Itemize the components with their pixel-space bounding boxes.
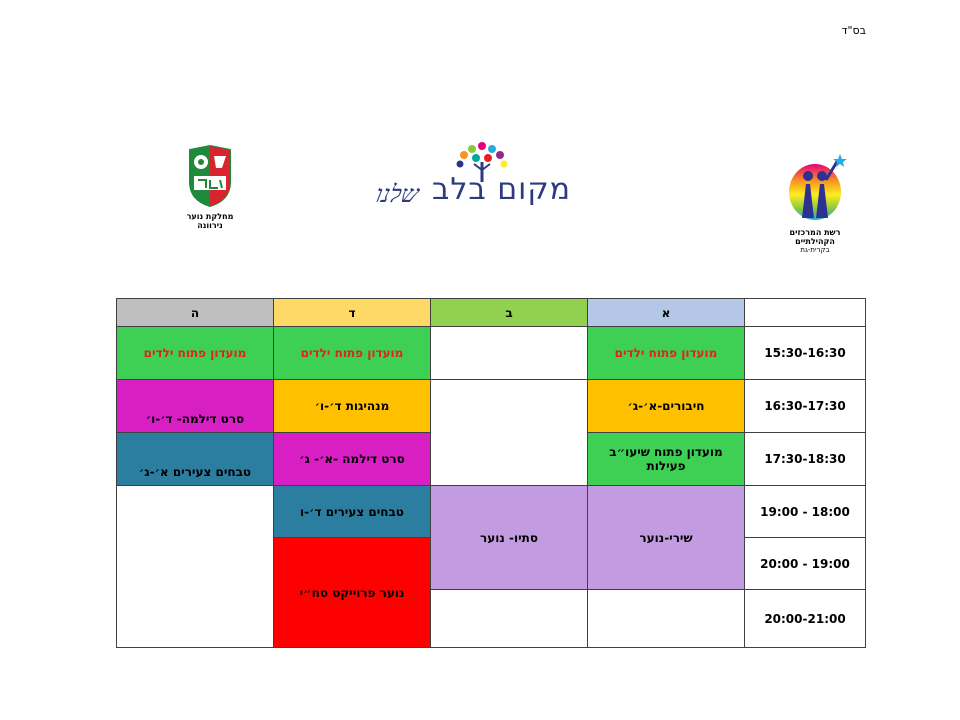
header-time bbox=[745, 299, 866, 327]
time-slot-3: 17:30-18:30 bbox=[745, 433, 866, 486]
time-slot-4: 18:00 - 19:00 bbox=[745, 486, 866, 538]
schedule-table bbox=[116, 298, 866, 648]
time-slot-5: 19:00 - 20:00 bbox=[745, 538, 866, 590]
cell-h-1: מועדון פתוח ילדים bbox=[117, 327, 274, 380]
brand-main-text: מקום בלב bbox=[432, 172, 572, 207]
time-slot-2: 16:30-17:30 bbox=[745, 380, 866, 433]
cell-a-3-line1: מועדון פתוח שיעו״ב bbox=[609, 445, 723, 459]
brand-logo bbox=[372, 140, 642, 220]
cell-d-5: נוער פרוייקט סח״י bbox=[274, 538, 431, 648]
cell-b-2-3-empty bbox=[431, 380, 588, 486]
table-row bbox=[117, 486, 866, 538]
cell-b-4: סתיו- נוער bbox=[431, 486, 588, 590]
cell-a-6-empty bbox=[588, 590, 745, 648]
cell-a-2: חיבורים-א׳-ג׳ bbox=[588, 380, 745, 433]
brand-script-text: שלנו bbox=[373, 180, 422, 208]
cell-a-3-line2: פעילות bbox=[646, 459, 686, 473]
cell-a-3 bbox=[588, 433, 745, 486]
header-day-h: ה bbox=[117, 299, 274, 327]
youth-department-logo bbox=[176, 144, 244, 230]
cell-b-6-empty bbox=[431, 590, 588, 648]
table-row bbox=[117, 327, 866, 380]
header-day-b: ב bbox=[431, 299, 588, 327]
community-logo-line2: בקרית-גת bbox=[800, 246, 830, 254]
cell-h-2: סרט דילמה- ד׳-ו׳ bbox=[117, 380, 274, 433]
cell-h-3: טבחים צעירים א׳-ג׳ bbox=[117, 433, 274, 486]
corner-note: בס"ד bbox=[841, 24, 866, 37]
cell-d-3: סרט דילמה -א׳- ג׳ bbox=[274, 433, 431, 486]
youth-shield-icon bbox=[186, 144, 234, 208]
header-day-d: ד bbox=[274, 299, 431, 327]
rainbow-people-icon bbox=[780, 152, 850, 222]
header-day-a: א bbox=[588, 299, 745, 327]
cell-b-1-empty bbox=[431, 327, 588, 380]
time-slot-1: 15:30-16:30 bbox=[745, 327, 866, 380]
cell-d-4: טבחים צעירים ד׳-ו bbox=[274, 486, 431, 538]
cell-h-4-6-empty bbox=[117, 486, 274, 648]
table-row bbox=[117, 380, 866, 433]
cell-a-4: שירי-נוער bbox=[588, 486, 745, 590]
community-logo-line1: רשת המרכזים הקהילתיים bbox=[789, 228, 841, 246]
cell-d-1: מועדון פתוח ילדים bbox=[274, 327, 431, 380]
cell-a-1: מועדון פתוח ילדים bbox=[588, 327, 745, 380]
community-centers-logo bbox=[770, 152, 860, 254]
header-row bbox=[117, 299, 866, 327]
time-slot-6: 20:00-21:00 bbox=[745, 590, 866, 648]
youth-logo-line2: נירוונה bbox=[197, 221, 223, 230]
cell-d-2: מנהיגות ד׳-ו׳ bbox=[274, 380, 431, 433]
youth-logo-line1: מחלקת נוער bbox=[186, 212, 234, 221]
